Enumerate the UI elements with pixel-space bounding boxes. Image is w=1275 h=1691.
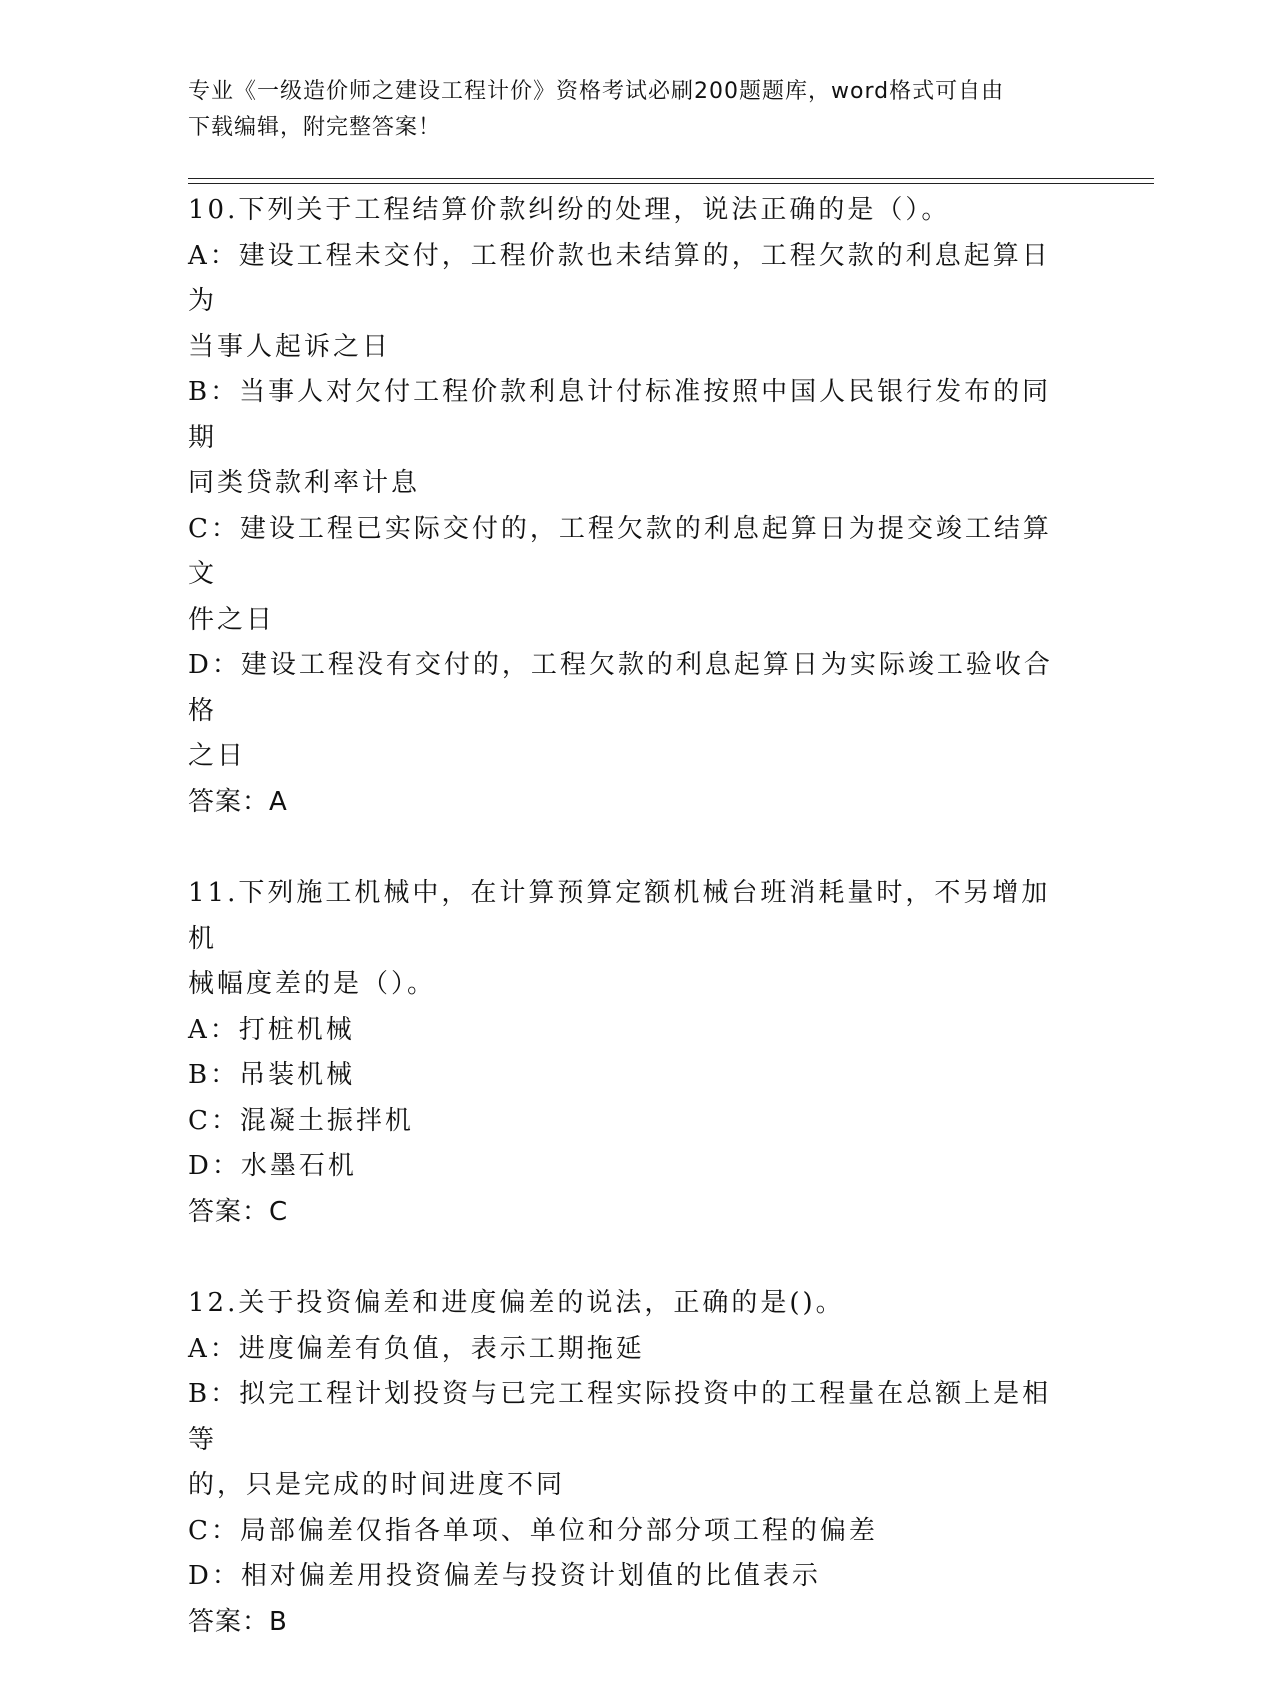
question-list [188, 188, 1078, 1691]
option-line: B：当事人对欠付工程价款利息计付标准按照中国人民银行发布的同期 [188, 377, 1052, 453]
option-a: A：进度偏差有负值，表示工期拖延 [188, 1333, 645, 1364]
question-stem-line: 10.下列关于工程结算价款纠纷的处理，说法正确的是（）。 [188, 195, 951, 225]
option-line: 之日 [188, 741, 247, 771]
option-line: 件之日 [188, 604, 276, 635]
option-d: D：水墨石机 [188, 1151, 357, 1181]
option-c [188, 507, 1078, 644]
option-line: C：建设工程已实际交付的，工程欠款的利息起算日为提交竣工结算文 [188, 513, 1052, 589]
question-stem-line: 12.关于投资偏差和进度偏差的说法，正确的是()。 [188, 1288, 845, 1318]
question-10 [188, 188, 1078, 825]
answer-line: 答案：A [188, 786, 288, 817]
option-c: C：局部偏差仅指各单项、单位和分部分项工程的偏差 [188, 1515, 878, 1546]
header-line-1: 专业《一级造价师之建设工程计价》资格考试必刷200题题库，word格式可自由 [188, 79, 1005, 104]
question-11 [188, 871, 1078, 1235]
option-line: 同类贷款利率计息 [188, 468, 421, 498]
option-b [188, 1372, 1078, 1509]
question-12 [188, 1281, 1078, 1645]
option-a: A：打桩机械 [188, 1014, 355, 1045]
option-b: B：吊装机械 [188, 1060, 356, 1090]
option-line: 的，只是完成的时间进度不同 [188, 1470, 566, 1500]
answer-line: 答案：C [188, 1196, 289, 1227]
header-divider-top [188, 178, 1154, 179]
answer-line: 答案：B [188, 1606, 288, 1637]
option-d: D：相对偏差用投资偏差与投资计划值的比值表示 [188, 1561, 821, 1591]
option-b [188, 370, 1078, 507]
option-d [188, 643, 1078, 780]
question-stem-line: 械幅度差的是（）。 [188, 969, 437, 999]
option-line: A：建设工程未交付，工程价款也未结算的，工程欠款的利息起算日为 [188, 240, 1051, 316]
option-line: 当事人起诉之日 [188, 331, 392, 362]
question-stem-line: 11.下列施工机械中，在计算预算定额机械台班消耗量时，不另增加机 [188, 878, 1051, 954]
option-c: C：混凝土振拌机 [188, 1105, 414, 1136]
document-header [188, 74, 1068, 146]
option-line: B：拟完工程计划投资与已完工程实际投资中的工程量在总额上是相等 [188, 1379, 1052, 1455]
option-a [188, 234, 1078, 371]
header-divider-bottom [188, 183, 1154, 184]
option-line: D：建设工程没有交付的，工程欠款的利息起算日为实际竣工验收合格 [188, 650, 1053, 726]
header-line-2: 下载编辑，附完整答案！ [188, 115, 442, 140]
